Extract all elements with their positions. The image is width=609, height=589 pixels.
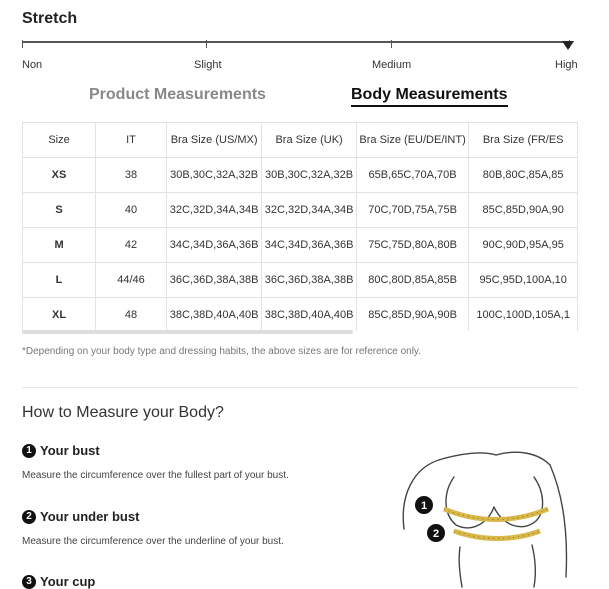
- table-cell: 34C,34D,36A,36B: [262, 228, 357, 263]
- size-table: [22, 122, 578, 331]
- table-cell: 100C,100D,105A,1: [469, 298, 578, 332]
- table-cell: 40: [96, 193, 167, 228]
- table-cell: 90C,90D,95A,95: [469, 228, 578, 263]
- stretch-title: Stretch: [22, 10, 78, 27]
- column-header: IT: [96, 123, 167, 158]
- section-divider: [22, 387, 578, 388]
- table-cell: 85C,85D,90A,90: [469, 193, 578, 228]
- column-header: Bra Size (US/MX): [166, 123, 261, 158]
- shoulder-outline: [496, 452, 550, 465]
- marker-2-icon: [427, 524, 445, 542]
- under-bust-tape-measure: [454, 531, 540, 539]
- table-cell: 34C,34D,36A,36B: [166, 228, 261, 263]
- step-cup-heading: [22, 574, 95, 589]
- right-arm-outline: [550, 465, 566, 577]
- step-description: Measure the circumference over the fullest part of your bust.: [22, 470, 289, 481]
- table-row: [23, 158, 578, 193]
- number-1-icon: 1: [22, 444, 36, 458]
- stretch-label-high: High: [555, 59, 578, 71]
- stretch-label-slight: Slight: [194, 59, 222, 71]
- table-cell: S: [23, 193, 96, 228]
- table-cell: 38: [96, 158, 167, 193]
- stretch-label-non: Non: [22, 59, 43, 71]
- number-3-icon: 3: [22, 575, 36, 589]
- step-title: Your cup: [40, 574, 96, 589]
- column-header: Bra Size (EU/DE/INT): [356, 123, 468, 158]
- torso-right-outline: [532, 545, 535, 587]
- table-cell: 95C,95D,100A,10: [469, 263, 578, 298]
- table-row: [23, 193, 578, 228]
- marker-2-label: 2: [432, 528, 440, 540]
- tab-product-measurements[interactable]: Product Measurements: [89, 86, 266, 103]
- scale-tick: [206, 40, 207, 48]
- size-footnote: *Depending on your body type and dressing habits, the above sizes are for reference only.: [22, 346, 421, 357]
- table-cell: 30B,30C,32A,32B: [166, 158, 261, 193]
- tab-body-measurements[interactable]: Body Measurements: [351, 86, 508, 107]
- table-cell: 30B,30C,32A,32B: [262, 158, 357, 193]
- table-cell: XS: [23, 158, 96, 193]
- table-horizontal-scrollbar[interactable]: [22, 330, 353, 334]
- column-header: Size: [23, 123, 96, 158]
- scale-tick: [22, 40, 23, 48]
- table-cell: 32C,32D,34A,34B: [166, 193, 261, 228]
- table-cell: M: [23, 228, 96, 263]
- size-table-container[interactable]: [22, 122, 578, 331]
- table-cell: 75C,75D,80A,80B: [356, 228, 468, 263]
- table-cell: 42: [96, 228, 167, 263]
- body-measurement-illustration: [398, 437, 578, 589]
- table-cell: 80B,80C,85A,85: [469, 158, 578, 193]
- stretch-selected-marker-icon: [562, 41, 574, 50]
- stretch-scale: [22, 41, 570, 43]
- torso-left-outline: [459, 547, 462, 587]
- column-header: Bra Size (UK): [262, 123, 357, 158]
- step-bust-heading: [22, 443, 100, 458]
- table-cell: 48: [96, 298, 167, 332]
- scale-tick: [391, 40, 392, 48]
- table-row: [23, 263, 578, 298]
- table-row: [23, 228, 578, 263]
- table-cell: 36C,36D,38A,38B: [262, 263, 357, 298]
- step-description: Measure the circumference over the underline of your bust.: [22, 536, 284, 547]
- marker-1-label: 1: [420, 500, 428, 512]
- table-cell: 32C,32D,34A,34B: [262, 193, 357, 228]
- step-title: Your bust: [40, 443, 100, 458]
- step-under-bust-heading: [22, 509, 139, 524]
- marker-1-icon: [415, 496, 433, 514]
- how-to-measure-title: How to Measure your Body?: [22, 404, 224, 421]
- table-cell: L: [23, 263, 96, 298]
- table-cell: 36C,36D,38A,38B: [166, 263, 261, 298]
- table-header-row: [23, 123, 578, 158]
- table-cell: XL: [23, 298, 96, 332]
- step-title: Your under bust: [40, 509, 140, 524]
- table-cell: 65B,65C,70A,70B: [356, 158, 468, 193]
- column-header: Bra Size (FR/ES: [469, 123, 578, 158]
- table-cell: 85C,85D,90A,90B: [356, 298, 468, 332]
- table-cell: 70C,70D,75A,75B: [356, 193, 468, 228]
- table-cell: 38C,38D,40A,40B: [166, 298, 261, 332]
- number-2-icon: 2: [22, 510, 36, 524]
- table-cell: 80C,80D,85A,85B: [356, 263, 468, 298]
- stretch-label-medium: Medium: [372, 59, 412, 71]
- table-cell: 44/46: [96, 263, 167, 298]
- table-cell: 38C,38D,40A,40B: [262, 298, 357, 332]
- table-row: [23, 298, 578, 332]
